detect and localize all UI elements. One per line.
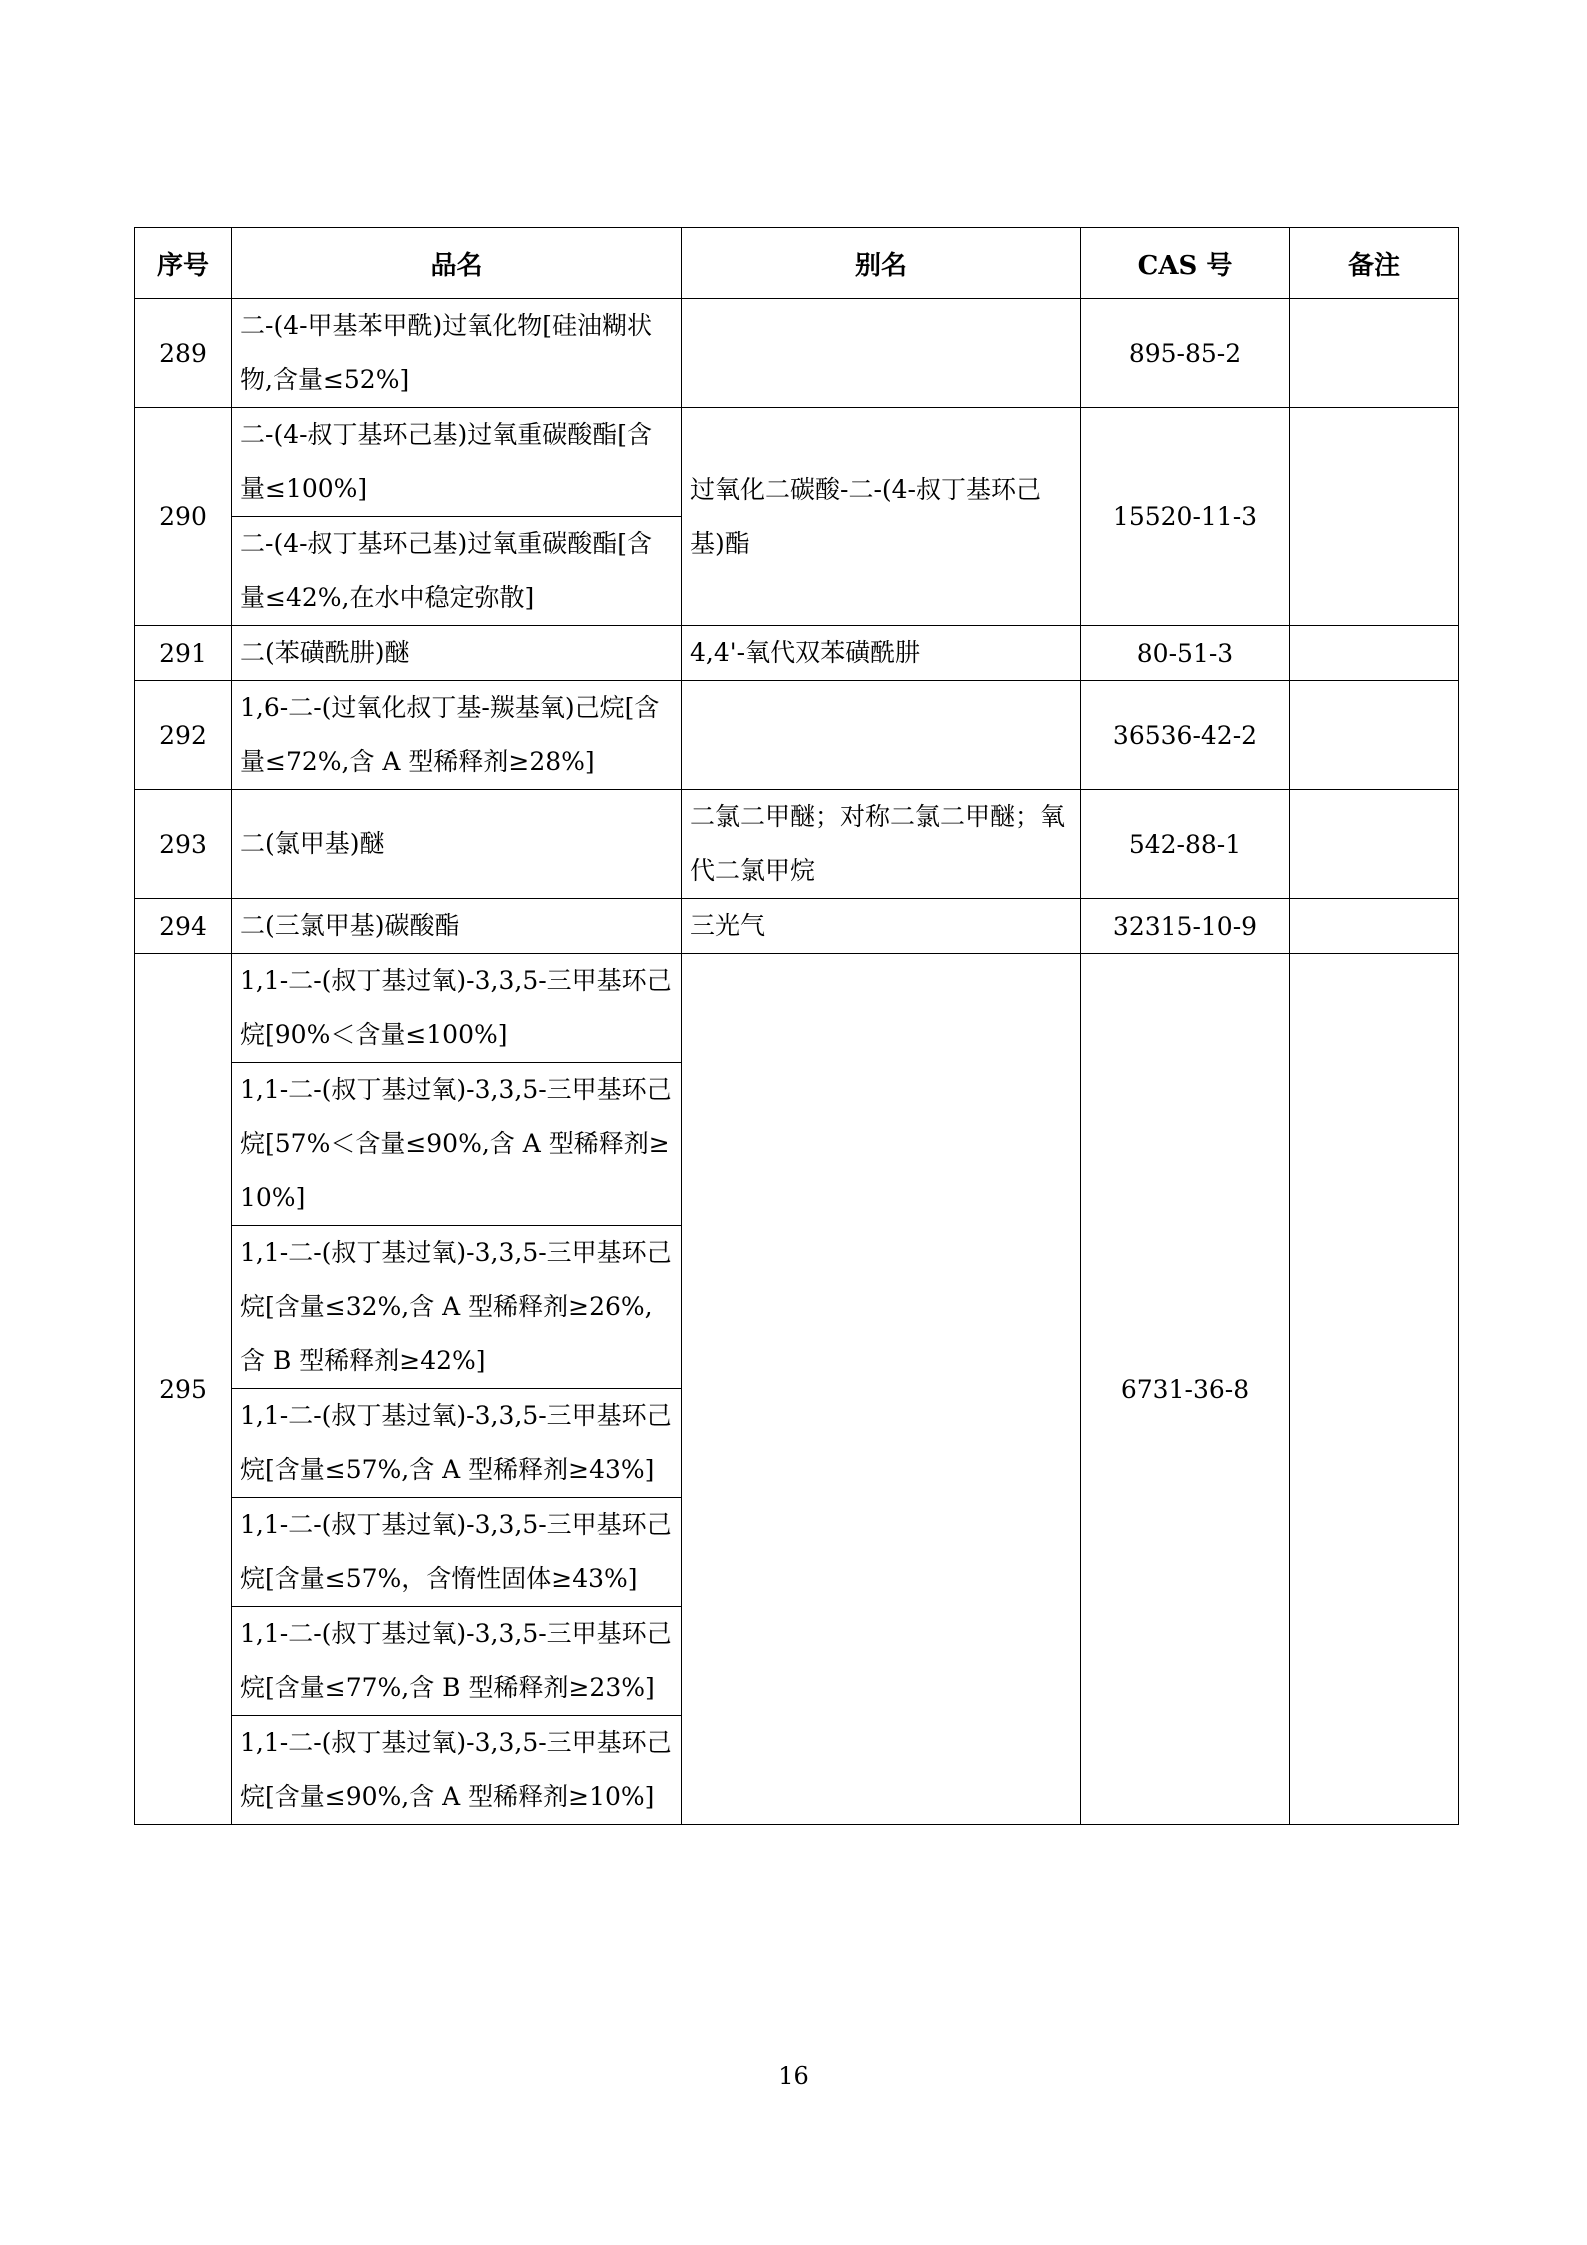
cell-remark bbox=[1290, 681, 1459, 790]
table-row bbox=[135, 954, 1459, 1063]
cell-cas: 895-85-2 bbox=[1081, 299, 1290, 408]
cell-cas: 32315-10-9 bbox=[1081, 899, 1290, 954]
cell-name: 1,1-二-(叔丁基过氧)-3,3,5-三甲基环己烷[含量≤57%,含 A 型稀释剂≥43%] bbox=[232, 1389, 682, 1498]
cell-remark bbox=[1290, 899, 1459, 954]
cell-cas: 36536-42-2 bbox=[1081, 681, 1290, 790]
cell-alias bbox=[682, 954, 1081, 1825]
cell-cas: 6731-36-8 bbox=[1081, 954, 1290, 1825]
cell-alias bbox=[682, 299, 1081, 408]
cell-name: 二(三氯甲基)碳酸酯 bbox=[232, 899, 682, 954]
cell-remark bbox=[1290, 299, 1459, 408]
cell-name: 二-(4-叔丁基环己基)过氧重碳酸酯[含量≤100%] bbox=[232, 408, 682, 517]
cell-cas: 80-51-3 bbox=[1081, 626, 1290, 681]
header-alias: 别名 bbox=[682, 228, 1081, 299]
cell-seq: 294 bbox=[135, 899, 232, 954]
cell-cas: 15520-11-3 bbox=[1081, 408, 1290, 626]
header-seq: 序号 bbox=[135, 228, 232, 299]
cell-name: 1,1-二-(叔丁基过氧)-3,3,5-三甲基环己烷[90%＜含量≤100%] bbox=[232, 954, 682, 1063]
page-number: 16 bbox=[778, 2062, 809, 2090]
cell-seq: 293 bbox=[135, 790, 232, 899]
cell-name: 1,1-二-(叔丁基过氧)-3,3,5-三甲基环己烷[含量≤32%,含 A 型稀释剂≥26%,含 B 型稀释剂≥42%] bbox=[232, 1226, 682, 1389]
cell-seq: 295 bbox=[135, 954, 232, 1825]
cell-name: 二-(4-甲基苯甲酰)过氧化物[硅油糊状物,含量≤52%] bbox=[232, 299, 682, 408]
cell-name: 二-(4-叔丁基环己基)过氧重碳酸酯[含量≤42%,在水中稳定弥散] bbox=[232, 517, 682, 626]
table-row bbox=[135, 899, 1459, 954]
table-row bbox=[135, 790, 1459, 899]
header-row bbox=[135, 228, 1459, 299]
cell-name: 1,1-二-(叔丁基过氧)-3,3,5-三甲基环己烷[含量≤57%，含惰性固体≥43%] bbox=[232, 1498, 682, 1607]
table-row bbox=[135, 626, 1459, 681]
cell-name: 1,1-二-(叔丁基过氧)-3,3,5-三甲基环己烷[含量≤90%,含 A 型稀释剂≥10%] bbox=[232, 1716, 682, 1825]
cell-name: 二(苯磺酰肼)醚 bbox=[232, 626, 682, 681]
cell-alias bbox=[682, 681, 1081, 790]
cell-remark bbox=[1290, 626, 1459, 681]
cell-name: 1,1-二-(叔丁基过氧)-3,3,5-三甲基环己烷[57%＜含量≤90%,含 A 型稀释剂≥10%] bbox=[232, 1063, 682, 1226]
header-cas: CAS 号 bbox=[1081, 228, 1290, 299]
cell-seq: 289 bbox=[135, 299, 232, 408]
cell-seq: 291 bbox=[135, 626, 232, 681]
cell-remark bbox=[1290, 954, 1459, 1825]
cell-alias: 三光气 bbox=[682, 899, 1081, 954]
cell-name: 二(氯甲基)醚 bbox=[232, 790, 682, 899]
cell-seq: 290 bbox=[135, 408, 232, 626]
header-name: 品名 bbox=[232, 228, 682, 299]
table-row bbox=[135, 299, 1459, 408]
cell-remark bbox=[1290, 408, 1459, 626]
cell-remark bbox=[1290, 790, 1459, 899]
cell-cas: 542-88-1 bbox=[1081, 790, 1290, 899]
table-row bbox=[135, 408, 1459, 517]
cell-alias: 4,4'-氧代双苯磺酰肼 bbox=[682, 626, 1081, 681]
header-remark: 备注 bbox=[1290, 228, 1459, 299]
cell-name: 1,6-二-(过氧化叔丁基-羰基氧)己烷[含量≤72%,含 A 型稀释剂≥28%] bbox=[232, 681, 682, 790]
table-body bbox=[135, 299, 1459, 1825]
cell-alias: 过氧化二碳酸-二-(4-叔丁基环己基)酯 bbox=[682, 408, 1081, 626]
table-row bbox=[135, 681, 1459, 790]
cell-alias: 二氯二甲醚；对称二氯二甲醚；氧代二氯甲烷 bbox=[682, 790, 1081, 899]
cell-name: 1,1-二-(叔丁基过氧)-3,3,5-三甲基环己烷[含量≤77%,含 B 型稀释剂≥23%] bbox=[232, 1607, 682, 1716]
chemical-table bbox=[134, 227, 1459, 1825]
cell-seq: 292 bbox=[135, 681, 232, 790]
